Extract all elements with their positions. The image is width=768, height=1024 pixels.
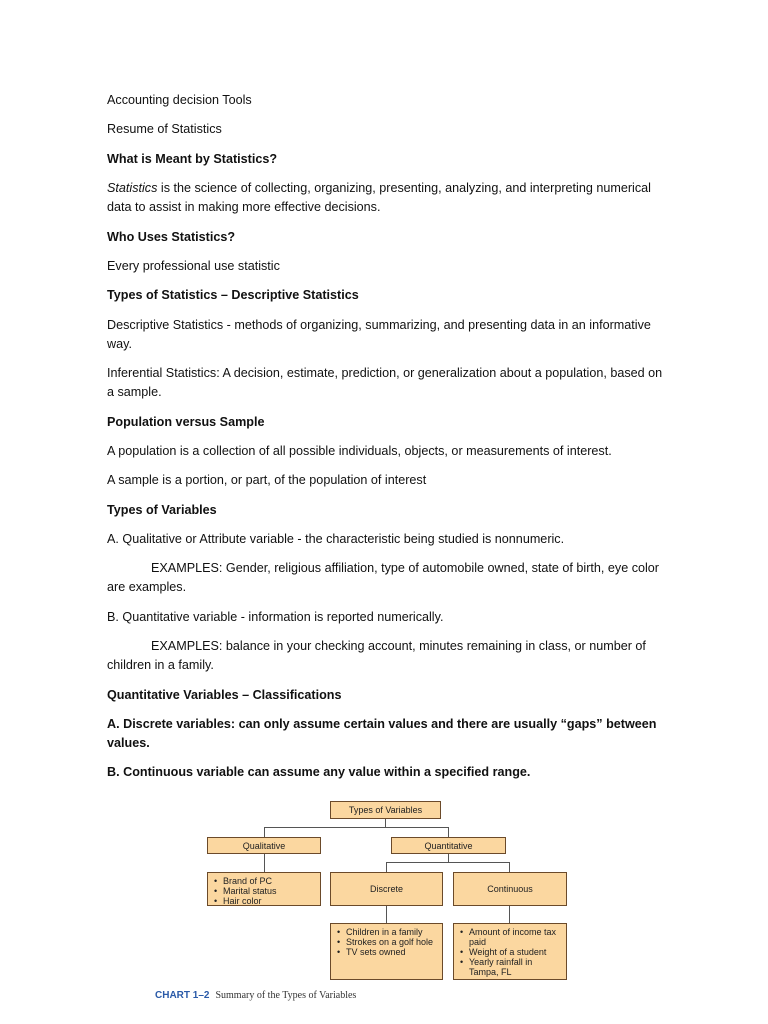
doc-line-title: Accounting decision Tools <box>107 93 252 107</box>
list-item: • TV sets owned <box>337 947 438 957</box>
definition-term: Statistics <box>107 181 158 196</box>
continuous-text: B. Continuous variable can assume any value within a specified range. <box>107 765 531 780</box>
qualitative-examples: EXAMPLES: Gender, religious affiliation, type of automobile owned, state of birth, eye color are examples. <box>107 561 659 595</box>
chart-qualitative-box: Qualitative <box>207 837 321 854</box>
who-text: Every professional use statistic <box>107 258 280 273</box>
chart-discrete-examples <box>330 923 443 980</box>
doc-line-subtitle: Resume of Statistics <box>107 122 222 137</box>
quantitative-text: B. Quantitative variable - information is reported numerically. <box>107 609 444 624</box>
definition-paragraph <box>107 179 667 217</box>
chart-qualitative-examples <box>207 872 321 906</box>
list-item: • Hair color <box>214 896 316 906</box>
heading-meant: What is Meant by Statistics? <box>107 151 278 166</box>
heading-population: Population versus Sample <box>107 414 265 429</box>
chart-caption-text: Summary of the Types of Variables <box>215 990 357 1001</box>
connector-line <box>264 827 265 837</box>
heading-types-statistics: Types of Statistics – Descriptive Statistics <box>107 288 359 303</box>
connector-line <box>448 853 449 863</box>
connector-line <box>264 853 265 872</box>
chart-continuous-examples <box>453 923 567 980</box>
connector-line <box>386 862 387 872</box>
inferential-text: Inferential Statistics: A decision, estimate, prediction, or generalization about a population, based on a sample. <box>107 366 663 400</box>
connector-line <box>385 818 386 828</box>
chart-continuous-box: Continuous <box>453 872 567 906</box>
chart-discrete-box: Discrete <box>330 872 443 906</box>
list-item: • Brand of PC <box>214 876 316 886</box>
population-text: A population is a collection of all possible individuals, objects, or measurements of interest. <box>107 443 612 458</box>
connector-line <box>509 905 510 923</box>
list-item: • Marital status <box>214 886 316 896</box>
connector-line <box>264 827 449 828</box>
list-item: • Yearly rainfall in Tampa, FL <box>460 957 562 977</box>
document-body <box>107 91 667 793</box>
chart-root-box: Types of Variables <box>330 801 441 819</box>
list-item: • Weight of a student <box>460 947 562 957</box>
qualitative-text: A. Qualitative or Attribute variable - the characteristic being studied is nonnumeric. <box>107 532 565 547</box>
list-item: • Children in a family <box>337 927 438 937</box>
chart-caption-number: CHART 1–2 <box>155 990 210 1001</box>
heading-classifications: Quantitative Variables – Classifications <box>107 687 342 702</box>
list-item: • Strokes on a golf hole <box>337 937 438 947</box>
descriptive-text: Descriptive Statistics - methods of organizing, summarizing, and presenting data in an informative way. <box>107 317 651 351</box>
heading-who: Who Uses Statistics? <box>107 229 236 244</box>
connector-line <box>509 862 510 872</box>
heading-variables: Types of Variables <box>107 502 217 517</box>
sample-text: A sample is a portion, or part, of the population of interest <box>107 473 427 488</box>
connector-line <box>448 827 449 837</box>
chart-caption <box>155 990 356 1001</box>
definition-text: is the science of collecting, organizing, presenting, analyzing, and interpreting numerical data to assist in making more effective decisions. <box>107 181 651 215</box>
quantitative-examples: EXAMPLES: balance in your checking account, minutes remaining in class, or number of children in a family. <box>107 639 646 673</box>
discrete-text: A. Discrete variables: can only assume certain values and there are usually “gaps” between values. <box>107 717 657 751</box>
chart-quantitative-box: Quantitative <box>391 837 506 854</box>
connector-line <box>386 862 510 863</box>
connector-line <box>386 905 387 923</box>
list-item: • Amount of income tax paid <box>460 927 562 947</box>
